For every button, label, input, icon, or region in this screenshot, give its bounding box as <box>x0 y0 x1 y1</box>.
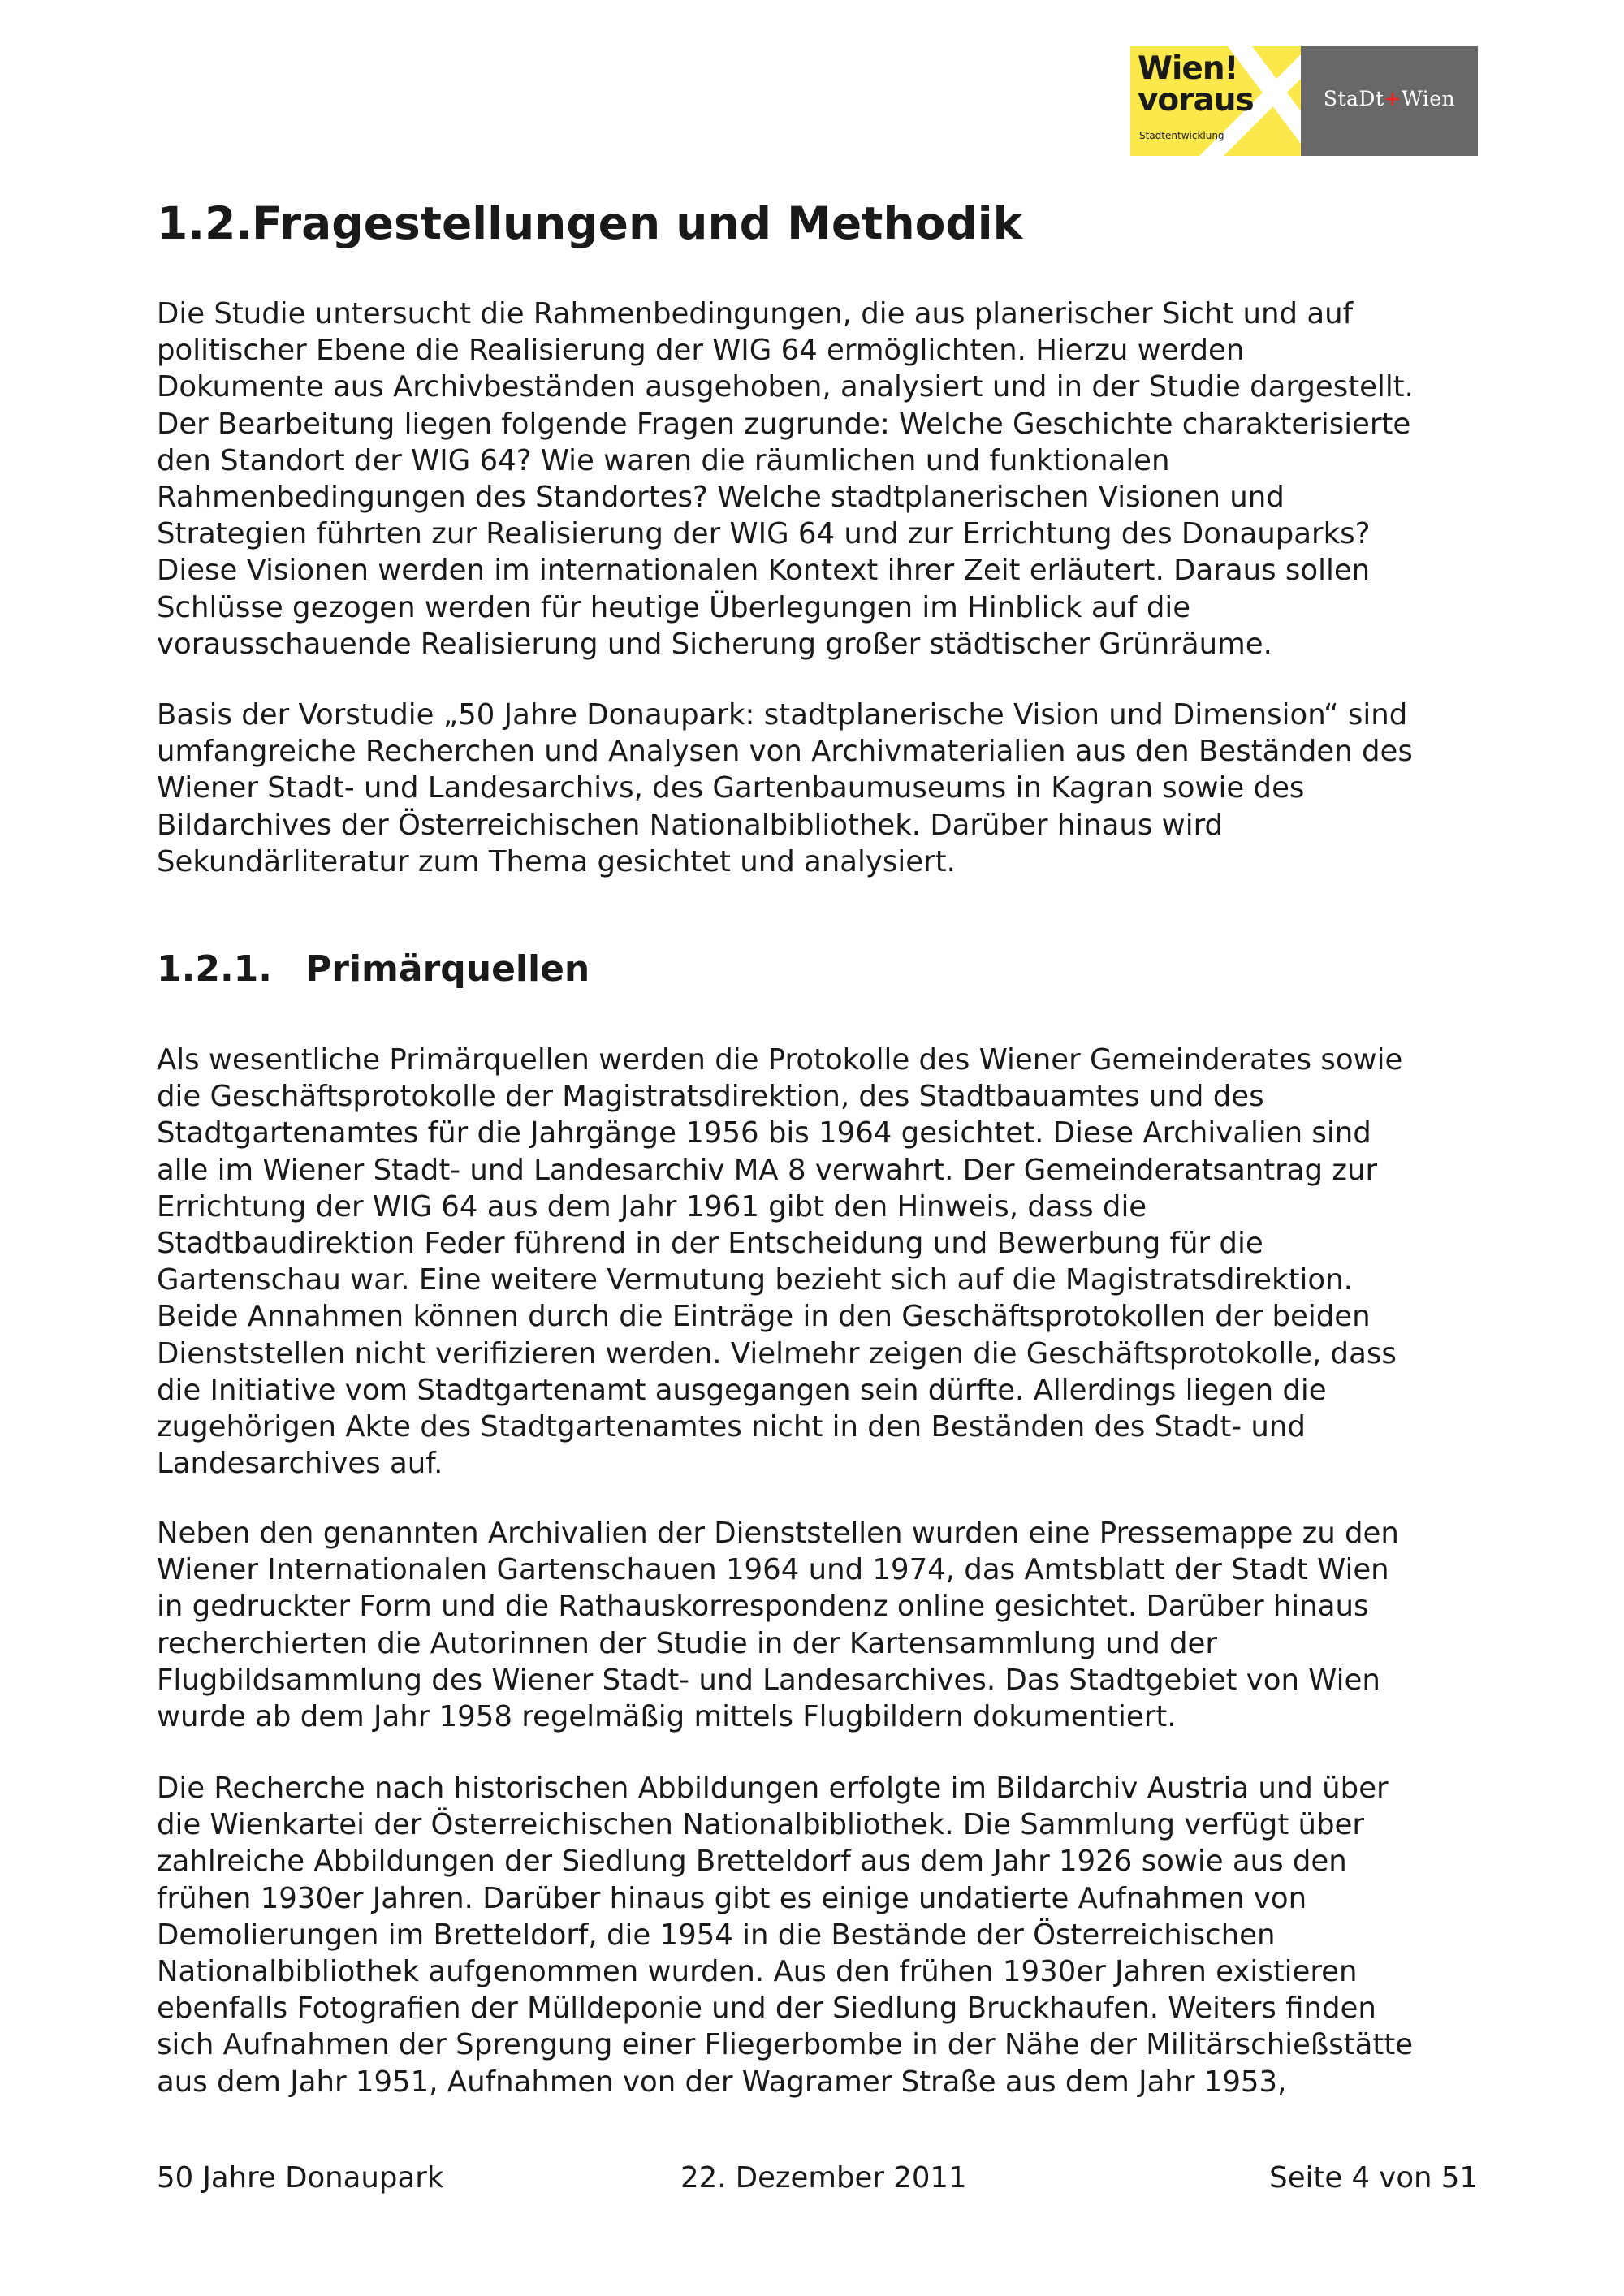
section-title: Fragestellungen und Methodik <box>252 197 1023 249</box>
paragraph: Die Studie untersucht die Rahmenbedingungen, die aus planerischer Sicht und auf politischer Ebene die Realisierung der WIG 64 ermöglichten. Hierzu werden Dokumente aus Archivbeständen ausgehoben, analysiert und in der Studie dargestellt. Der Bearbeitung liegen folgende Fragen zugrunde: Welche Geschichte charakterisierte den Standort der WIG 64? Wie waren die räumlichen und funktionalen Rahmenbedingungen des Standortes? Welche stadtplanerischen Visionen und Strategien führten zur Realisierung der WIG 64 und zur Errichtung des Donauparks? Diese Visionen werden im internationalen Kontext ihrer Zeit erläutert. Daraus sollen Schlüsse gezogen werden für heutige Überlegungen im Hinblick auf die vorausschauende Realisierung und Sicherung großer städtischer Grünräume. <box>157 297 1414 661</box>
paragraph: Die Recherche nach historischen Abbildungen erfolgte im Bildarchiv Austria und über die Wienkartei der Österreichischen Nationalbibliothek. Die Sammlung verfügt über zahlreiche Abbildungen der Siedlung Bretteldorf aus dem Jahr 1926 sowie aus den frühen 1930er Jahren. Darüber hinaus gibt es einige undatierte Aufnahmen von Demolierungen im Bretteldorf, die 1954 in die Bestände der Österreichischen Nationalbibliothek aufgenommen wurden. Aus den frühen 1930er Jahren existieren ebenfalls Fotografien der Mülldeponie und der Siedlung Bruckhaufen. Weiters finden sich Aufnahmen der Sprengung einer Fliegerbombe in der Nähe der Militärschießstätte aus dem Jahr 1951, Aufnahmen von der Wagramer Straße aus dem Jahr 1953, <box>157 1772 1414 2099</box>
footer-date: 22. Dezember 2011 <box>680 2161 967 2195</box>
wien-voraus-logo <box>1130 46 1301 156</box>
logo-wien-subtitle: Stadtentwicklung <box>1139 130 1224 141</box>
footer-page-number: Seite 4 von 51 <box>1269 2161 1478 2195</box>
paragraph: Basis der Vorstudie „50 Jahre Donaupark: stadtplanerische Vision und Dimension“ sind umfangreiche Recherchen und Analysen von Archivmaterialien aus den Beständen des Wiener Stadt- und Landesarchivs, des Gartenbaumuseums in Kagran sowie des Bildarchives der Österreichischen Nationalbibliothek. Darüber hinaus wird Sekundärliteratur zum Thema gesichtet und analysiert. <box>157 698 1413 878</box>
stadt-wien-logo <box>1301 46 1478 156</box>
subsection-number: 1.2.1. <box>157 948 272 990</box>
paragraph: Neben den genannten Archivalien der Dienststellen wurden eine Pressemappe zu den Wiener Internationalen Gartenschauen 1964 und 1974, das Amtsblatt der Stadt Wien in gedruckter Form und die Rathauskorrespondenz online gesichtet. Darüber hinaus recherchierten die Autorinnen der Studie in der Kartensammlung und der Flugbildsammlung des Wiener Stadt- und Landesarchives. Das Stadtgebiet von Wien wurde ab dem Jahr 1958 regelmäßig mittels Flugbildern dokumentiert. <box>157 1517 1399 1734</box>
logo-cross-icon: + <box>1384 87 1402 110</box>
section-number: 1.2. <box>157 197 253 249</box>
subsection-title: Primärquellen <box>305 948 590 990</box>
footer-document-title: 50 Jahre Donaupark <box>157 2161 444 2195</box>
logo-wien-line1: Wien! <box>1138 50 1238 87</box>
logo-stadt-text: StaDt+Wien <box>1323 87 1456 110</box>
subsection-heading <box>157 945 590 994</box>
logo-wien-line2: voraus <box>1138 82 1254 119</box>
section-heading <box>157 195 1022 252</box>
paragraph: Als wesentliche Primärquellen werden die Protokolle des Wiener Gemeinderates sowie die Geschäftsprotokolle der Magistratsdirektion, des Stadtbauamtes und des Stadtgartenamtes für die Jahrgänge 1956 bis 1964 gesichtet. Diese Archivalien sind alle im Wiener Stadt- und Landesarchiv MA 8 verwahrt. Der Gemeinderatsantrag zur Errichtung der WIG 64 aus dem Jahr 1961 gibt den Hinweis, dass die Stadtbaudirektion Feder führend in der Entscheidung und Bewerbung für die Gartenschau war. Eine weitere Vermutung bezieht sich auf die Magistratsdirektion. Beide Annahmen können durch die Einträge in den Geschäftsprotokollen der beiden Dienststellen nicht verifizieren werden. Vielmehr zeigen die Geschäftsprotokolle, dass die Initiative vom Stadtgartenamt ausgegangen sein dürfte. Allerdings liegen die zugehörigen Akte des Stadtgartenamtes nicht in den Beständen des Stadt- und Landesarchives auf. <box>157 1043 1403 1481</box>
